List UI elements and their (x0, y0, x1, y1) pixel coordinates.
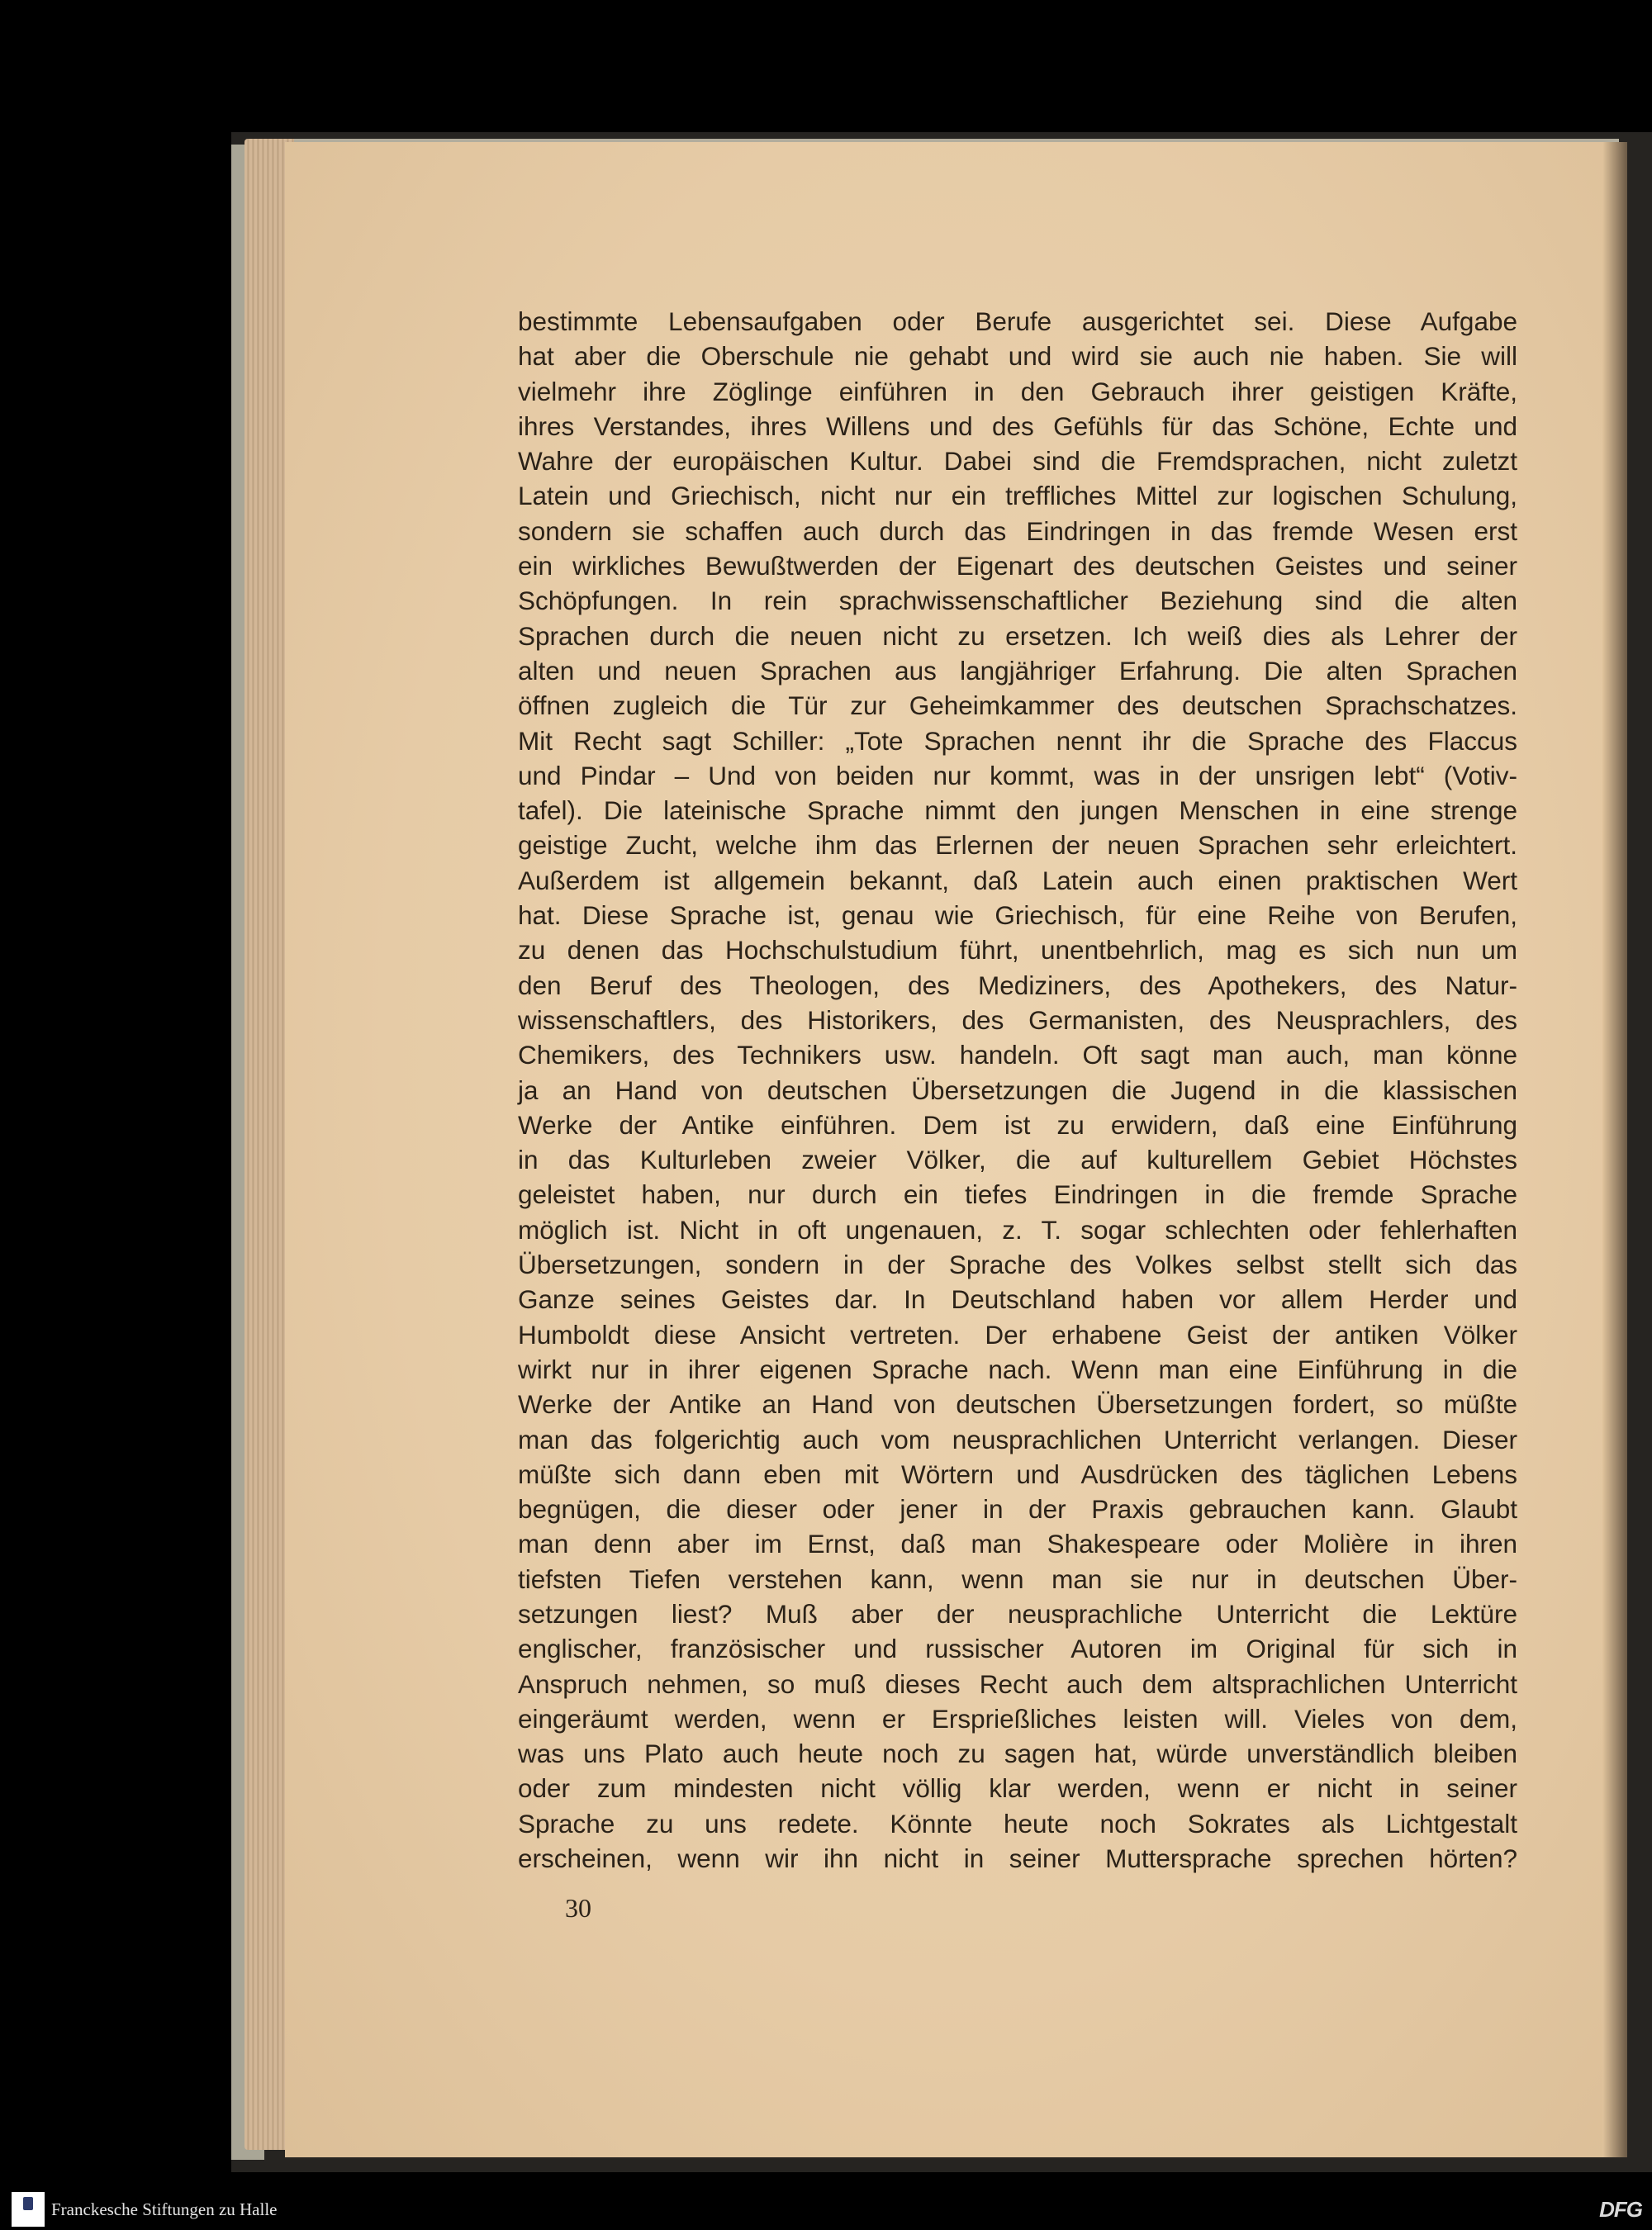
text-line: Sprache zu uns redete. Könnte heute noch Sokrates als Lichtgestalt (518, 1808, 1517, 1839)
text-line: geistige Zucht, welche ihm das Erlernen der neuen Sprachen sehr erleichtert. (518, 830, 1517, 861)
text-line: erscheinen, wenn wir ihn nicht in seiner Muttersprache sprechen hörten? (518, 1843, 1517, 1874)
logo-mark-icon (23, 2197, 33, 2210)
text-line: ja an Hand von deutschen Übersetzungen die Jugend in die klassischen (518, 1075, 1517, 1105)
text-line: ihres Verstandes, ihres Willens und des Gefühls für das Schöne, Echte und (518, 410, 1517, 441)
text-line: Wahre der europäischen Kultur. Dabei sind die Fremdsprachen, nicht zuletzt (518, 446, 1517, 477)
text-line: bestimmte Lebensaufgaben oder Berufe ausgerichtet sei. Diese Aufgabe (518, 306, 1517, 336)
text-line: hat aber die Oberschule nie gehabt und wird sie auch nie haben. Sie will (518, 341, 1517, 372)
dfg-logo: DFG (1599, 2197, 1642, 2222)
text-line: hat. Diese Sprache ist, genau wie Griechisch, für eine Reihe von Berufen, (518, 900, 1517, 931)
text-line: Humboldt diese Ansicht vertreten. Der erhabene Geist der antiken Völker (518, 1319, 1517, 1350)
text-line: man denn aber im Ernst, daß man Shakespeare oder Molière in ihren (518, 1529, 1517, 1559)
text-line: was uns Plato auch heute noch zu sagen hat, würde unverständlich bleiben (518, 1739, 1517, 1769)
text-line: Mit Recht sagt Schiller: „Tote Sprachen nennt ihr die Sprache des Flaccus (518, 725, 1517, 756)
text-line: vielmehr ihre Zöglinge einführen in den Gebrauch ihrer geistigen Kräfte, (518, 376, 1517, 406)
text-line: Chemikers, des Technikers usw. handeln. Oft sagt man auch, man könne (518, 1040, 1517, 1070)
page-number: 30 (565, 1893, 591, 1923)
text-line: eingeräumt werden, wenn er Ersprießliches leisten will. Vieles von dem, (518, 1703, 1517, 1734)
text-line: möglich ist. Nicht in oft ungenauen, z. T. sogar schlechten oder fehlerhaften (518, 1214, 1517, 1245)
text-line: setzungen liest? Muß aber der neusprachliche Unterricht die Lektüre (518, 1598, 1517, 1629)
text-line: wirkt nur in ihrer eigenen Sprache nach. Wenn man eine Einführung in die (518, 1354, 1517, 1384)
text-line: Ganze seines Geistes dar. In Deutschland haben vor allem Herder und (518, 1284, 1517, 1315)
text-line: und Pindar – Und von beiden nur kommt, was in der unsrigen lebt“ (Votiv- (518, 760, 1517, 790)
text-line: englischer, französischer und russischer Autoren im Original für sich in (518, 1634, 1517, 1664)
text-line: tiefsten Tiefen verstehen kann, wenn man sie nur in deutschen Über- (518, 1563, 1517, 1594)
text-line: Sprachen durch die neuen nicht zu ersetzen. Ich weiß dies als Lehrer der (518, 620, 1517, 651)
text-line: den Beruf des Theologen, des Mediziners, des Apothekers, des Natur- (518, 970, 1517, 1000)
text-line: in das Kulturleben zweier Völker, die auf kulturellem Gebiet Höchstes (518, 1145, 1517, 1175)
text-line: müßte sich dann eben mit Wörtern und Ausdrücken des täglichen Lebens (518, 1459, 1517, 1489)
text-line: geleistet haben, nur durch ein tiefes Eindringen in die fremde Sprache (518, 1179, 1517, 1210)
text-line: Latein und Griechisch, nicht nur ein treffliches Mittel zur logischen Schulung, (518, 481, 1517, 511)
text-line: Werke der Antike an Hand von deutschen Übersetzungen fordert, so müßte (518, 1389, 1517, 1420)
text-line: Außerdem ist allgemein bekannt, daß Latein auch einen praktischen Wert (518, 865, 1517, 895)
text-line: tafel). Die lateinische Sprache nimmt den jungen Menschen in eine strenge (518, 795, 1517, 826)
text-line: alten und neuen Sprachen aus langjähriger Erfahrung. Die alten Sprachen (518, 655, 1517, 686)
text-line: wissenschaftlers, des Historikers, des Germanisten, des Neusprachlers, des (518, 1004, 1517, 1035)
text-line: man das folgerichtig auch vom neusprachlichen Unterricht verlangen. Dieser (518, 1424, 1517, 1454)
text-line: öffnen zugleich die Tür zur Geheimkammer des deutschen Sprachschatzes. (518, 690, 1517, 721)
footer-institution-name: Franckesche Stiftungen zu Halle (51, 2199, 278, 2219)
page-body-text (518, 304, 1517, 1876)
text-line: Werke der Antike einführen. Dem ist zu erwidern, daß eine Einführung (518, 1109, 1517, 1140)
text-line: Anspruch nehmen, so muß dieses Recht auch dem altsprachlichen Unterricht (518, 1668, 1517, 1699)
text-line: Schöpfungen. In rein sprachwissenschaftlicher Beziehung sind die alten (518, 586, 1517, 616)
text-line: oder zum mindesten nicht völlig klar werden, wenn er nicht in seiner (518, 1773, 1517, 1804)
text-line: Übersetzungen, sondern in der Sprache des Volkes selbst stellt sich das (518, 1250, 1517, 1280)
text-line: sondern sie schaffen auch durch das Eindringen in das fremde Wesen erst (518, 515, 1517, 546)
page-gutter-shadow (1602, 142, 1627, 2157)
text-line: ein wirkliches Bewußtwerden der Eigenart des deutschen Geistes und seiner (518, 551, 1517, 581)
text-line: zu denen das Hochschulstudium führt, unentbehrlich, mag es sich nun um (518, 935, 1517, 966)
text-line: begnügen, die dieser oder jener in der Praxis gebrauchen kann. Glaubt (518, 1494, 1517, 1525)
